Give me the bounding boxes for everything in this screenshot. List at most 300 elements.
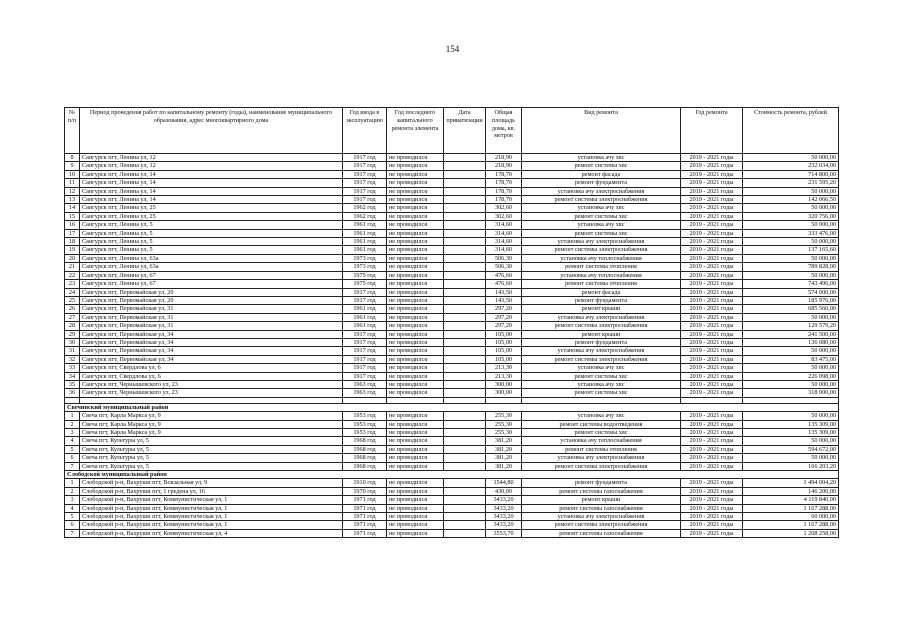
cell-commission-year: 1971 год — [343, 529, 387, 537]
cell-privatization-date — [444, 229, 486, 237]
cell-privatization-date — [444, 288, 486, 296]
section-row — [65, 403, 839, 411]
cell-privatization-date — [444, 364, 486, 372]
cell-address: Сангурск пгт, Ленина ул, 14 — [80, 187, 343, 195]
cell-privatization-date — [444, 263, 486, 271]
cell-address: Сангурск пгт, Свердлова ул, 6 — [80, 364, 343, 372]
cell-repair-period: 2019 - 2021 годы — [681, 305, 743, 313]
cell-number: 24 — [65, 288, 80, 296]
cell-last-repair: не проводился — [387, 330, 444, 338]
cell-privatization-date — [444, 196, 486, 204]
cell-commission-year: 1971 год — [343, 513, 387, 521]
cell-last-repair: не проводился — [387, 445, 444, 453]
cell-last-repair: не проводился — [387, 412, 444, 420]
cell-address: Сангурск пгт, Ленина ул, 14 — [80, 179, 343, 187]
cell-repair-kind: ремонт системы хвс — [522, 212, 681, 220]
cell-cost: 137 165,60 — [743, 246, 839, 254]
cell-area: 105,00 — [486, 347, 522, 355]
cell-last-repair: не проводился — [387, 221, 444, 229]
cell-area: 381,20 — [486, 454, 522, 462]
cell-number: 7 — [65, 462, 80, 470]
cell-commission-year: 1961 год — [343, 313, 387, 321]
cell-last-repair: не проводился — [387, 479, 444, 487]
cell-number: 9 — [65, 162, 80, 170]
cell-repair-period: 2019 - 2021 годы — [681, 364, 743, 372]
cell-last-repair: не проводился — [387, 322, 444, 330]
table-row — [65, 420, 839, 428]
cell-privatization-date — [444, 322, 486, 330]
col-header-address: Период проведения работ по капитальному ремонту (годы), наименование муниципального образования, адрес многоквартирного дома — [80, 108, 343, 154]
table-row — [65, 429, 839, 437]
cell-cost: 743 496,00 — [743, 280, 839, 288]
cell-repair-period: 2019 - 2021 годы — [681, 529, 743, 537]
cell-privatization-date — [444, 179, 486, 187]
table-body — [65, 154, 839, 538]
cell-repair-kind: ремонт системы газоснабжения — [522, 487, 681, 495]
cell-commission-year: 1961 год — [343, 246, 387, 254]
cell-address: Сангурск пгт, Первомайская ул, 31 — [80, 322, 343, 330]
cell-repair-period: 2019 - 2021 годы — [681, 322, 743, 330]
table-row — [65, 305, 839, 313]
cell-address: Сангурск пгт, Чернышевского ул, 23 — [80, 380, 343, 388]
cell-repair-kind: установка ачу электроснабжения — [522, 347, 681, 355]
cell-repair-kind: ремонт крыши — [522, 305, 681, 313]
cell-cost: 226 098,00 — [743, 372, 839, 380]
cell-commission-year: 1917 год — [343, 355, 387, 363]
cell-commission-year: 1963 год — [343, 389, 387, 397]
cell-repair-kind: установка ачу хвс — [522, 154, 681, 162]
table-row — [65, 487, 839, 495]
cell-address: Сангурск пгт, Ленина ул, 14 — [80, 170, 343, 178]
cell-privatization-date — [444, 330, 486, 338]
cell-cost: 1 167 288,00 — [743, 521, 839, 529]
cell-cost: 185 976,00 — [743, 296, 839, 304]
cell-last-repair: не проводился — [387, 521, 444, 529]
cell-last-repair: не проводился — [387, 254, 444, 262]
cell-area: 297,20 — [486, 313, 522, 321]
cell-cost: 50 000,00 — [743, 347, 839, 355]
cell-repair-period: 2019 - 2021 годы — [681, 338, 743, 346]
cell-area: 105,00 — [486, 338, 522, 346]
cell-repair-period: 2019 - 2021 годы — [681, 429, 743, 437]
table-row — [65, 162, 839, 170]
cell-repair-kind: установка ачу хвс — [522, 380, 681, 388]
cell-area: 178,70 — [486, 196, 522, 204]
cell-commission-year: 1917 год — [343, 154, 387, 162]
table-row — [65, 521, 839, 529]
cell-area: 476,60 — [486, 280, 522, 288]
cell-repair-kind: ремонт фундамента — [522, 179, 681, 187]
cell-commission-year: 1917 год — [343, 347, 387, 355]
cell-address: Свеча пгт, Культуры ул, 5 — [80, 445, 343, 453]
cell-privatization-date — [444, 496, 486, 504]
cell-area: 213,30 — [486, 372, 522, 380]
cell-privatization-date — [444, 271, 486, 279]
cell-number: 26 — [65, 305, 80, 313]
cell-repair-kind: ремонт крыши — [522, 330, 681, 338]
cell-commission-year: 1968 год — [343, 445, 387, 453]
cell-cost: 232 034,00 — [743, 162, 839, 170]
cell-number: 32 — [65, 355, 80, 363]
cell-last-repair: не проводился — [387, 196, 444, 204]
cell-number: 13 — [65, 196, 80, 204]
cell-area: 178,70 — [486, 170, 522, 178]
cell-number: 19 — [65, 246, 80, 254]
cell-last-repair: не проводился — [387, 462, 444, 470]
cell-cost: 231 595,20 — [743, 179, 839, 187]
cell-last-repair: не проводился — [387, 389, 444, 397]
table-row — [65, 380, 839, 388]
cell-cost: 685 560,00 — [743, 305, 839, 313]
cell-last-repair: не проводился — [387, 229, 444, 237]
table-row — [65, 271, 839, 279]
cell-number: 31 — [65, 347, 80, 355]
table-row — [65, 504, 839, 512]
cell-cost: 50 000,00 — [743, 154, 839, 162]
cell-privatization-date — [444, 170, 486, 178]
cell-area: 105,00 — [486, 355, 522, 363]
cell-privatization-date — [444, 513, 486, 521]
cell-last-repair: не проводился — [387, 513, 444, 521]
cell-repair-kind: ремонт фундамента — [522, 296, 681, 304]
cell-repair-period: 2019 - 2021 годы — [681, 229, 743, 237]
cell-repair-period: 2019 - 2021 годы — [681, 521, 743, 529]
table-row — [65, 479, 839, 487]
cell-repair-kind: ремонт системы отопления — [522, 263, 681, 271]
cell-cost: 50 000,00 — [743, 437, 839, 445]
cell-repair-period: 2019 - 2021 годы — [681, 179, 743, 187]
cell-privatization-date — [444, 521, 486, 529]
cell-cost: 50 000,00 — [743, 412, 839, 420]
cell-address: Сангурск пгт, Ленина ул, 14 — [80, 196, 343, 204]
cell-commission-year: 1975 год — [343, 280, 387, 288]
table-row — [65, 187, 839, 195]
cell-address: Свеча пгт, Карла Маркса ул, 9 — [80, 412, 343, 420]
cell-last-repair: не проводился — [387, 313, 444, 321]
cell-address: Сангурск пгт, Первомайская ул, 34 — [80, 355, 343, 363]
cell-last-repair: не проводился — [387, 347, 444, 355]
cell-area: 178,70 — [486, 179, 522, 187]
table-row — [65, 254, 839, 262]
cell-number: 7 — [65, 529, 80, 537]
cell-cost: 241 500,00 — [743, 330, 839, 338]
cell-area: 178,70 — [486, 187, 522, 195]
cell-cost: 50 000,00 — [743, 254, 839, 262]
table-row — [65, 529, 839, 537]
cell-repair-kind: установка ачу электроснабжения — [522, 187, 681, 195]
table-row — [65, 296, 839, 304]
cell-last-repair: не проводился — [387, 204, 444, 212]
cell-number: 8 — [65, 154, 80, 162]
cell-address: Сангурск пгт, Ленина ул, 5 — [80, 238, 343, 246]
cell-address: Сангурск пгт, Первомайская ул, 34 — [80, 338, 343, 346]
cell-area: 381,20 — [486, 445, 522, 453]
cell-commission-year: 1917 год — [343, 372, 387, 380]
cell-area: 218,90 — [486, 162, 522, 170]
section-row — [65, 471, 839, 479]
table-row — [65, 196, 839, 204]
cell-number: 34 — [65, 372, 80, 380]
cell-last-repair: не проводился — [387, 212, 444, 220]
cell-repair-kind: ремонт системы электроснабжения — [522, 322, 681, 330]
cell-address: Сангурск пгт, Первомайская ул, 34 — [80, 330, 343, 338]
cell-number: 2 — [65, 420, 80, 428]
cell-area: 297,20 — [486, 322, 522, 330]
cell-commission-year: 1961 год — [343, 305, 387, 313]
cell-number: 6 — [65, 521, 80, 529]
cell-repair-kind: установка ачу хвс — [522, 364, 681, 372]
table-row — [65, 355, 839, 363]
cell-number: 4 — [65, 437, 80, 445]
cell-privatization-date — [444, 238, 486, 246]
cell-privatization-date — [444, 221, 486, 229]
col-header-area: Общая площадь дома, кв. метров — [486, 108, 522, 154]
cell-last-repair: не проводился — [387, 305, 444, 313]
cell-privatization-date — [444, 246, 486, 254]
cell-last-repair: не проводился — [387, 246, 444, 254]
cell-repair-kind: установка ачу хвс — [522, 412, 681, 420]
cell-cost: 135 309,00 — [743, 420, 839, 428]
cell-address: Сангурск пгт, Ленина ул, 67 — [80, 271, 343, 279]
cell-repair-period: 2019 - 2021 годы — [681, 513, 743, 521]
cell-area: 3433,20 — [486, 521, 522, 529]
cell-area: 300,00 — [486, 380, 522, 388]
cell-address: Свеча пгт, Культуры ул, 5 — [80, 462, 343, 470]
cell-commission-year: 1962 год — [343, 212, 387, 220]
cell-commission-year: 1968 год — [343, 437, 387, 445]
cell-number: 14 — [65, 204, 80, 212]
cell-privatization-date — [444, 338, 486, 346]
cell-privatization-date — [444, 280, 486, 288]
cell-repair-period: 2019 - 2021 годы — [681, 420, 743, 428]
cell-number: 36 — [65, 389, 80, 397]
cell-address: Сангурск пгт, Ленина ул, 25 — [80, 212, 343, 220]
cell-repair-period: 2019 - 2021 годы — [681, 313, 743, 321]
cell-privatization-date — [444, 420, 486, 428]
table-row — [65, 445, 839, 453]
cell-commission-year: 1961 год — [343, 238, 387, 246]
cell-last-repair: не проводился — [387, 238, 444, 246]
cell-repair-kind: ремонт фундамента — [522, 338, 681, 346]
cell-repair-period: 2019 - 2021 годы — [681, 196, 743, 204]
cell-repair-period: 2019 - 2021 годы — [681, 412, 743, 420]
cell-number: 20 — [65, 254, 80, 262]
cell-number: 5 — [65, 445, 80, 453]
cell-last-repair: не проводился — [387, 496, 444, 504]
cell-last-repair: не проводился — [387, 288, 444, 296]
cell-commission-year: 1917 год — [343, 187, 387, 195]
cell-area: 381,20 — [486, 462, 522, 470]
cell-area: 476,60 — [486, 271, 522, 279]
cell-last-repair: не проводился — [387, 170, 444, 178]
cell-area: 302,60 — [486, 204, 522, 212]
table-row — [65, 454, 839, 462]
cell-address: Свеча пгт, Культуры ул, 5 — [80, 454, 343, 462]
cell-cost: 166 203,20 — [743, 462, 839, 470]
cell-privatization-date — [444, 355, 486, 363]
col-header-last-repair: Год последнего капитального ремонта элемента — [387, 108, 444, 154]
table-row — [65, 204, 839, 212]
cell-area: 314,60 — [486, 229, 522, 237]
cell-repair-kind: установка ачу электроснабжения — [522, 513, 681, 521]
cell-repair-period: 2019 - 2021 годы — [681, 504, 743, 512]
cell-commission-year: 1961 год — [343, 221, 387, 229]
cell-address: Сангурск пгт, Ленина ул, 5 — [80, 229, 343, 237]
cell-address: Свеча пгт, Карла Маркса ул, 9 — [80, 420, 343, 428]
cell-repair-period: 2019 - 2021 годы — [681, 271, 743, 279]
cell-commission-year: 1953 год — [343, 412, 387, 420]
cell-area: 314,60 — [486, 238, 522, 246]
cell-commission-year: 1917 год — [343, 170, 387, 178]
cell-repair-kind: установка ачу электроснабжения — [522, 313, 681, 321]
cell-area: 506,30 — [486, 254, 522, 262]
cell-commission-year: 1961 год — [343, 322, 387, 330]
cell-cost: 789 828,00 — [743, 263, 839, 271]
cell-address: Сангурск пгт, Первомайская ул, 20 — [80, 296, 343, 304]
cell-number: 1 — [65, 479, 80, 487]
repair-register-table — [64, 107, 839, 538]
cell-commission-year: 1962 год — [343, 204, 387, 212]
cell-address: Сангурск пгт, Ленина ул, 63а — [80, 254, 343, 262]
cell-privatization-date — [444, 162, 486, 170]
cell-commission-year: 1968 год — [343, 462, 387, 470]
cell-address: Сангурск пгт, Ленина ул, 25 — [80, 204, 343, 212]
cell-address: Слободской р-н, Вахруши пгт, Коммунистическая ул, 4 — [80, 529, 343, 537]
cell-address: Слободской р-н, Вахруши пгт, Вокзальная ул, 9 — [80, 479, 343, 487]
table-row — [65, 263, 839, 271]
cell-address: Сангурск пгт, Первомайская ул, 31 — [80, 305, 343, 313]
cell-address: Сангурск пгт, Ленина ул, 5 — [80, 246, 343, 254]
cell-last-repair: не проводился — [387, 487, 444, 495]
cell-last-repair: не проводился — [387, 162, 444, 170]
cell-cost: 50 000,00 — [743, 204, 839, 212]
cell-commission-year: 1970 год — [343, 487, 387, 495]
cell-last-repair: не проводился — [387, 271, 444, 279]
cell-cost: 50 000,00 — [743, 187, 839, 195]
col-header-commission-year: Год ввода в эксплуатацию — [343, 108, 387, 154]
cell-repair-kind: ремонт системы электроснабжения — [522, 462, 681, 470]
cell-repair-kind: ремонт системы хвс — [522, 429, 681, 437]
cell-cost: 60 000,00 — [743, 513, 839, 521]
cell-last-repair: не проводился — [387, 187, 444, 195]
cell-number: 3 — [65, 429, 80, 437]
cell-commission-year: 1953 год — [343, 429, 387, 437]
table-row — [65, 347, 839, 355]
cell-repair-kind: установка ачу хвс — [522, 204, 681, 212]
cell-address: Сангурск пгт, Свердлова ул, 6 — [80, 372, 343, 380]
cell-area: 3553,70 — [486, 529, 522, 537]
cell-commission-year: 1963 год — [343, 380, 387, 388]
cell-number: 17 — [65, 229, 80, 237]
cell-area: 314,60 — [486, 246, 522, 254]
table-row — [65, 221, 839, 229]
cell-privatization-date — [444, 504, 486, 512]
table-row — [65, 364, 839, 372]
cell-area: 297,20 — [486, 305, 522, 313]
cell-address: Сангурск пгт, Ленина ул, 63а — [80, 263, 343, 271]
cell-address: Сангурск пгт, Ленина ул, 5 — [80, 221, 343, 229]
cell-area: 3433,20 — [486, 513, 522, 521]
cell-last-repair: не проводился — [387, 420, 444, 428]
cell-address: Слободской р-н, Вахруши пгт, Коммунистическая ул, 1 — [80, 496, 343, 504]
cell-number: 21 — [65, 263, 80, 271]
cell-number: 4 — [65, 504, 80, 512]
table-row — [65, 154, 839, 162]
cell-repair-kind: ремонт системы отопления — [522, 280, 681, 288]
cell-repair-kind: установка ачу хвс — [522, 221, 681, 229]
cell-repair-period: 2019 - 2021 годы — [681, 162, 743, 170]
cell-area: 255,30 — [486, 412, 522, 420]
cell-area: 3433,20 — [486, 496, 522, 504]
cell-privatization-date — [444, 479, 486, 487]
cell-repair-period: 2019 - 2021 годы — [681, 462, 743, 470]
cell-last-repair: не проводился — [387, 364, 444, 372]
cell-cost: 50 000,00 — [743, 221, 839, 229]
cell-commission-year: 1971 год — [343, 521, 387, 529]
cell-address: Сангурск пгт, Ленина ул, 12 — [80, 162, 343, 170]
cell-cost: 1 167 288,00 — [743, 504, 839, 512]
cell-last-repair: не проводился — [387, 338, 444, 346]
cell-last-repair: не проводился — [387, 355, 444, 363]
cell-repair-kind: ремонт системы хвс — [522, 389, 681, 397]
cell-privatization-date — [444, 254, 486, 262]
cell-privatization-date — [444, 487, 486, 495]
cell-last-repair: не проводился — [387, 263, 444, 271]
cell-cost: 594 672,00 — [743, 445, 839, 453]
cell-cost: 146 200,00 — [743, 487, 839, 495]
cell-number: 29 — [65, 330, 80, 338]
cell-area: 255,30 — [486, 420, 522, 428]
cell-cost: 142 066,50 — [743, 196, 839, 204]
cell-cost: 714 800,00 — [743, 170, 839, 178]
table-row — [65, 288, 839, 296]
cell-cost: 50 000,00 — [743, 238, 839, 246]
cell-privatization-date — [444, 187, 486, 195]
cell-repair-period: 2019 - 2021 годы — [681, 296, 743, 304]
table-row — [65, 229, 839, 237]
cell-repair-period: 2019 - 2021 годы — [681, 154, 743, 162]
cell-commission-year: 1975 год — [343, 271, 387, 279]
cell-cost: 333 476,00 — [743, 229, 839, 237]
cell-repair-period: 2019 - 2021 годы — [681, 238, 743, 246]
cell-address: Слободской р-н, Вахруши пгт, Коммунистическая ул, 1 — [80, 513, 343, 521]
cell-cost: 129 579,20 — [743, 322, 839, 330]
cell-repair-kind: ремонт системы хвс — [522, 229, 681, 237]
cell-repair-kind: ремонт системы отопления — [522, 445, 681, 453]
cell-address: Сангурск пгт, Первомайская ул, 31 — [80, 313, 343, 321]
cell-commission-year: 1917 год — [343, 162, 387, 170]
cell-area: 381,20 — [486, 437, 522, 445]
cell-area: 143,50 — [486, 288, 522, 296]
cell-last-repair: не проводился — [387, 372, 444, 380]
cell-area: 1544,80 — [486, 479, 522, 487]
cell-area: 143,50 — [486, 296, 522, 304]
cell-commission-year: 1971 год — [343, 504, 387, 512]
cell-commission-year: 1973 год — [343, 254, 387, 262]
cell-repair-period: 2019 - 2021 годы — [681, 347, 743, 355]
cell-number: 30 — [65, 338, 80, 346]
cell-repair-period: 2019 - 2021 годы — [681, 204, 743, 212]
cell-commission-year: 1961 год — [343, 229, 387, 237]
cell-privatization-date — [444, 412, 486, 420]
cell-last-repair: не проводился — [387, 437, 444, 445]
cell-repair-period: 2019 - 2021 годы — [681, 263, 743, 271]
table-row — [65, 330, 839, 338]
cell-repair-period: 2019 - 2021 годы — [681, 288, 743, 296]
cell-commission-year: 1910 год — [343, 479, 387, 487]
table-row — [65, 170, 839, 178]
cell-repair-period: 2019 - 2021 годы — [681, 330, 743, 338]
